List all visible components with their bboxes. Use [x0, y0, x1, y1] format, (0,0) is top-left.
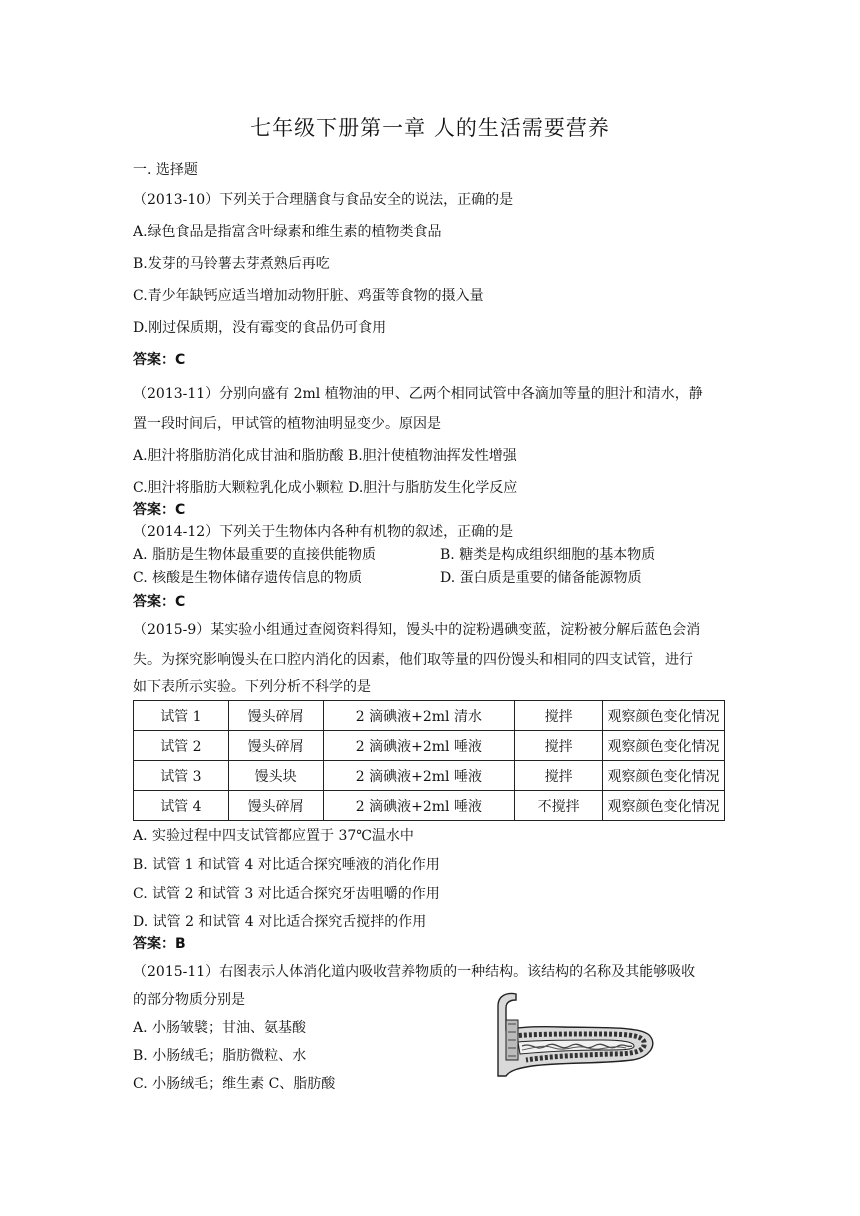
table-cell: 试管 3 — [134, 761, 229, 791]
q2-stem-line1: （2013-11）分别向盛有 2ml 植物油的甲、乙两个相同试管中各滴加等量的胆汁和清水，静 — [133, 386, 703, 402]
page-title: 七年级下册第一章 人的生活需要营养 — [250, 116, 610, 140]
q3-stem: （2014-12）下列关于生物体内各种有机物的叙述，正确的是 — [133, 524, 514, 540]
table-cell: 观察颜色变化情况 — [603, 701, 725, 731]
table-cell: 馒头碎屑 — [228, 701, 323, 731]
table-cell: 搅拌 — [515, 701, 603, 731]
intestinal-villus-figure — [492, 990, 658, 1078]
table-row — [134, 791, 725, 821]
q1-answer: 答案：C — [133, 352, 186, 368]
q2-answer: 答案：C — [133, 502, 186, 518]
q1-option-c: C.青少年缺钙应适当增加动物肝脏、鸡蛋等食物的摄入量 — [133, 288, 484, 304]
q1-stem: （2013-10）下列关于合理膳食与食品安全的说法，正确的是 — [133, 192, 514, 208]
q5-option-a: A. 小肠皱襞；甘油、氨基酸 — [133, 1020, 307, 1036]
table-cell: 2 滴碘液+2ml 唾液 — [323, 791, 515, 821]
q4-option-b: B. 试管 1 和试管 4 对比适合探究唾液的消化作用 — [133, 857, 440, 873]
table-cell: 不搅拌 — [515, 791, 603, 821]
table-cell: 搅拌 — [515, 761, 603, 791]
table-cell: 馒头碎屑 — [228, 791, 323, 821]
table-cell: 搅拌 — [515, 731, 603, 761]
q2-stem-line2: 置一段时间后，甲试管的植物油明显变少。原因是 — [133, 416, 441, 432]
q4-stem-line1: （2015-9）某实验小组通过查阅资料得知，馒头中的淀粉遇碘变蓝，淀粉被分解后蓝色会消 — [133, 622, 701, 638]
q1-option-a: A.绿色食品是指富含叶绿素和维生素的植物类食品 — [133, 224, 442, 240]
table-cell: 2 滴碘液+2ml 唾液 — [323, 761, 515, 791]
table-cell: 观察颜色变化情况 — [603, 731, 725, 761]
q4-answer: 答案：B — [133, 936, 186, 952]
table-cell: 观察颜色变化情况 — [603, 791, 725, 821]
q1-option-b: B.发芽的马铃薯去芽煮熟后再吃 — [133, 256, 330, 272]
table-cell: 馒头碎屑 — [228, 731, 323, 761]
q2-options-line1: A.胆汁将脂肪消化成甘油和脂肪酸 B.胆汁使植物油挥发性增强 — [133, 448, 517, 464]
q1-option-d: D.刚过保质期，没有霉变的食品仍可食用 — [133, 320, 387, 336]
table-cell: 观察颜色变化情况 — [603, 761, 725, 791]
q5-stem-line2: 的部分物质分别是 — [133, 992, 245, 1008]
q2-options-line2: C.胆汁将脂肪大颗粒乳化成小颗粒 D.胆汁与脂肪发生化学反应 — [133, 480, 518, 496]
q5-option-b: B. 小肠绒毛；脂肪微粒、水 — [133, 1048, 307, 1064]
q3-answer: 答案：C — [133, 594, 186, 610]
q5-stem-line1: （2015-11）右图表示人体消化道内吸收营养物质的一种结构。该结构的名称及其能够吸收 — [133, 964, 696, 980]
q4-stem-line3: 如下表所示实验。下列分析不科学的是 — [133, 679, 371, 695]
q3-option-b: B. 糖类是构成组织细胞的基本物质 — [440, 547, 656, 563]
q3-option-a: A. 脂肪是生物体最重要的直接供能物质 — [133, 547, 377, 563]
q4-option-c: C. 试管 2 和试管 3 对比适合探究牙齿咀嚼的作用 — [133, 886, 440, 902]
table-row — [134, 761, 725, 791]
q3-option-c: C. 核酸是生物体储存遗传信息的物质 — [133, 570, 363, 586]
q4-option-d: D. 试管 2 和试管 4 对比适合探究舌搅拌的作用 — [133, 914, 427, 930]
experiment-table — [133, 700, 725, 821]
table-cell: 2 滴碘液+2ml 唾液 — [323, 731, 515, 761]
q4-stem-line2: 失。为探究影响馒头在口腔内消化的因素，他们取等量的四份馒头和相同的四支试管，进行 — [133, 652, 693, 668]
table-cell: 试管 4 — [134, 791, 229, 821]
table-cell: 2 滴碘液+2ml 清水 — [323, 701, 515, 731]
table-cell: 馒头块 — [228, 761, 323, 791]
q4-option-a: A. 实验过程中四支试管都应置于 37℃温水中 — [133, 828, 414, 844]
q3-option-d: D. 蛋白质是重要的储备能源物质 — [440, 570, 642, 586]
section-heading: 一. 选择题 — [133, 162, 198, 178]
table-cell: 试管 1 — [134, 701, 229, 731]
table-row — [134, 701, 725, 731]
table-cell: 试管 2 — [134, 731, 229, 761]
table-row — [134, 731, 725, 761]
q5-option-c: C. 小肠绒毛；维生素 C、脂肪酸 — [133, 1076, 336, 1092]
